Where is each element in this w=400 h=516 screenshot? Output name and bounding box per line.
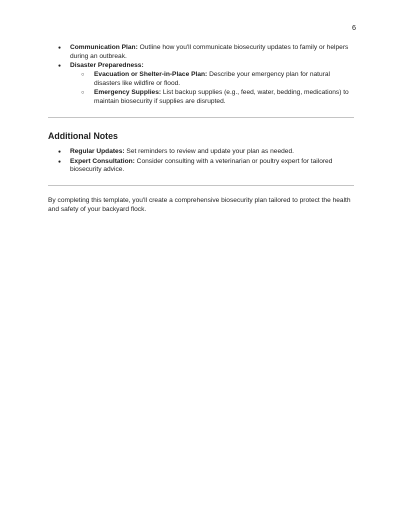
subitem-text: Describe your emergency plan for natural disasters like wildfire or flood. [94, 71, 331, 87]
subitem-label: Emergency Supplies: [94, 89, 162, 97]
additional-notes-list [48, 148, 354, 175]
section-heading-additional-notes: Additional Notes [48, 131, 118, 142]
section-divider [48, 185, 354, 186]
subitem-evacuation-plan [70, 71, 354, 88]
item-text: Set reminders to review and update your plan as needed. [124, 148, 294, 156]
preparedness-list [48, 44, 354, 106]
subitem-text: List backup supplies (e.g., feed, water, bedding, medications) to maintain biosecurity if supplies are disrupted. [94, 89, 349, 105]
subitem-label: Evacuation or Shelter-in-Place Plan: [94, 71, 208, 79]
list-item-communication-plan [48, 44, 354, 61]
item-label: Communication Plan: [70, 44, 138, 51]
list-item-disaster-preparedness [48, 62, 354, 107]
item-label: Regular Updates: [70, 148, 125, 156]
page-number: 6 [352, 23, 356, 32]
item-text: Outline how you'll communicate biosecurity updates to family or helpers during an outbreak. [70, 44, 349, 60]
section-divider [48, 117, 354, 118]
list-item-expert-consultation [48, 158, 354, 175]
subitem-emergency-supplies [70, 89, 354, 106]
document-body [48, 44, 354, 221]
item-text: Consider consulting with a veterinarian or poultry expert for tailored biosecurity advice. [70, 157, 333, 174]
item-label: Disaster Preparedness: [70, 61, 144, 69]
disaster-sublist [70, 71, 354, 106]
closing-paragraph: By completing this template, you'll create a comprehensive biosecurity plan tailored to protect the health and safety of your backyard flock. [48, 197, 351, 213]
item-label: Expert Consultation: [70, 157, 135, 165]
list-item-regular-updates [48, 148, 354, 157]
